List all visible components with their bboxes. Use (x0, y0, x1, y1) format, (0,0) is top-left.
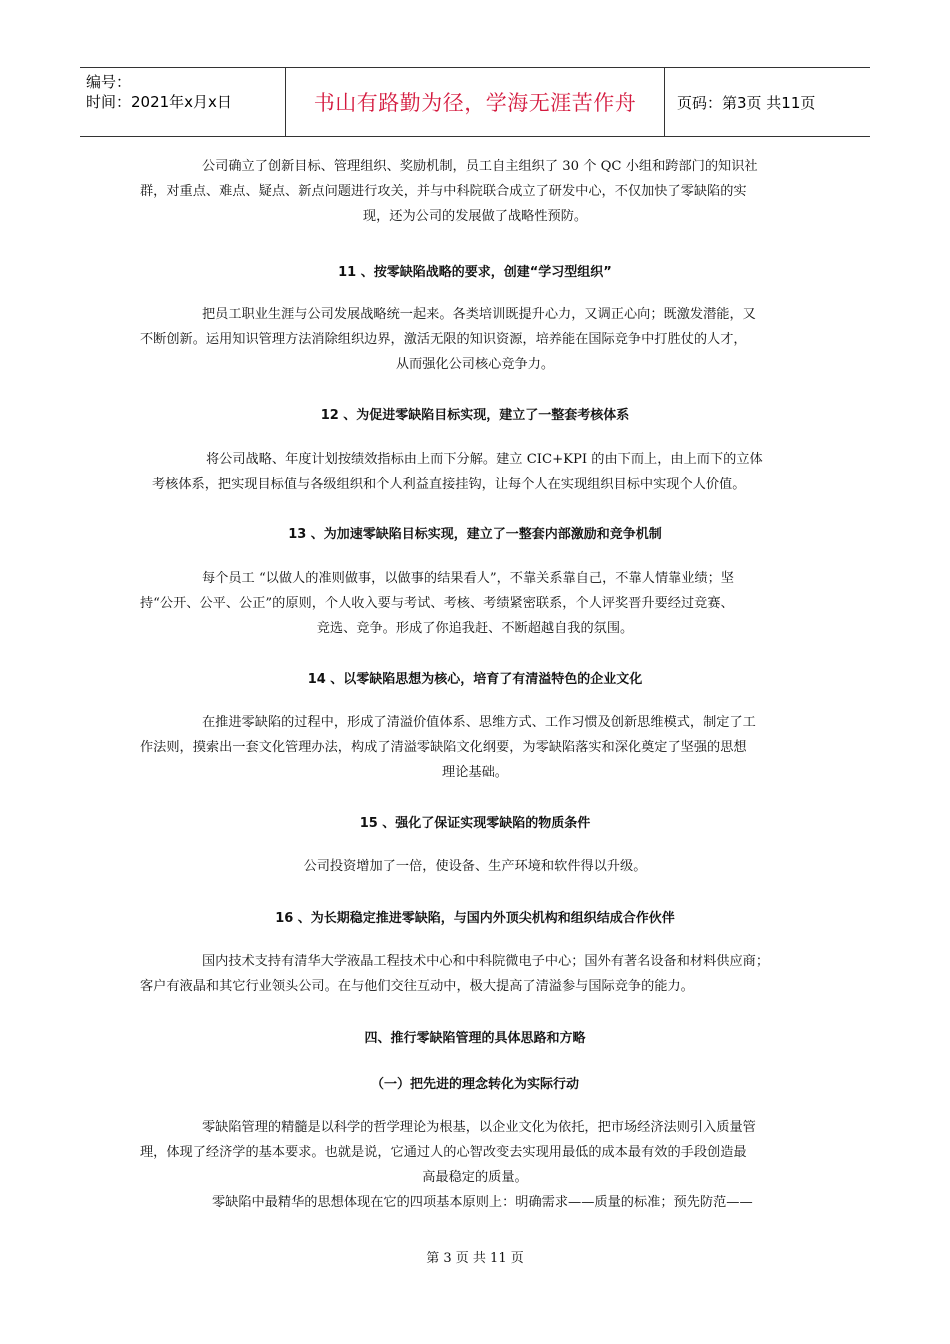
text-line: 群，对重点、难点、疑点、新点问题进行攻关，并与中科院联合成立了研发中心，不仅加快了零缺陷的实 (140, 184, 747, 199)
text-line: 考核体系，把实现目标值与各级组织和个人利益直接挂钩，让每个人在实现组织目标中实现个人价值。 (152, 477, 746, 492)
text-line: 现，还为公司的发展做了战略性预防。 (362, 209, 588, 224)
section-heading-12: 12 、为促进零缺陷目标实现，建立了一整套考核体系 (320, 408, 630, 423)
section-heading-16: 16 、为长期稳定推进零缺陷，与国内外顶尖机构和组织结成合作伙伴 (275, 911, 675, 926)
text-line: 理论基础。 (442, 765, 508, 780)
document-number-label: 编号： (86, 73, 132, 91)
page-footer: 第 3 页 共 11 页 (426, 1251, 524, 1266)
text-line: 每个员工 “以做人的准则做事，以做事的结果看人”，不靠关系靠自己，不靠人情靠业绩；坚 (202, 571, 734, 586)
section-heading-14: 14 、以零缺陷思想为核心，培育了有清溢特色的企业文化 (307, 672, 643, 687)
text-line: 把员工职业生涯与公司发展战略统一起来。各类培训既提升心力，又调正心向；既激发潜能，又 (202, 307, 756, 322)
text-line: 在推进零缺陷的过程中，形成了清溢价值体系、思维方式、工作习惯及创新思维模式，制定了工 (202, 715, 756, 730)
paragraph-11 (140, 302, 810, 377)
section-heading-15: 15 、强化了保证实现零缺陷的物质条件 (359, 816, 591, 831)
paragraph-13 (140, 566, 810, 641)
text-line: 持“公开、公平、公正”的原则，个人收入要与考试、考核、考绩紧密联系，个人评奖晋升要经过竞赛、 (140, 596, 734, 611)
text-line: 将公司战略、年度计划按绩效指标由上而下分解。建立 CIC+KPI 的由下而上，由上而下的立体 (206, 452, 763, 467)
header-page-info: 页码：第3页 共11页 (677, 93, 816, 112)
subsection-heading-4-1: （一）把先进的理念转化为实际行动 (370, 1077, 579, 1092)
text-line: 公司投资增加了一倍，使设备、生产环境和软件得以升级。 (303, 859, 647, 874)
text-line: 理，体现了经济学的基本要求。也就是说，它通过人的心智改变去实现用最低的成本最有效的手段创造最 (140, 1145, 747, 1160)
document-date: 时间：2021年x月x日 (86, 93, 232, 111)
section-heading-11: 11 、按零缺陷战略的要求，创建“学习型组织” (338, 265, 612, 280)
paragraph-4-1 (140, 1115, 810, 1215)
text-line: 公司确立了创新目标、管理组织、奖励机制，员工自主组织了 30 个 QC 小组和跨部门的知识社 (202, 159, 758, 174)
text-line: 作法则，摸索出一套文化管理办法，构成了清溢零缺陷文化纲要，为零缺陷落实和深化奠定了坚强的思想 (140, 740, 747, 755)
paragraph-16 (140, 949, 810, 999)
text-line: 客户有液晶和其它行业领头公司。在与他们交往互动中，极大提高了清溢参与国际竞争的能力。 (140, 979, 694, 994)
text-line: 国内技术支持有清华大学液晶工程技术中心和中科院微电子中心；国外有著名设备和材料供应商； (202, 954, 770, 969)
section-heading-13: 13 、为加速零缺陷目标实现，建立了一整套内部激励和竞争机制 (288, 527, 662, 542)
text-line: 不断创新。运用知识管理方法消除组织边界，激活无限的知识资源，培养能在国际竞争中打胜仗的人才， (140, 332, 747, 347)
header-meta (80, 68, 286, 136)
header-motto: 书山有路勤为径，学海无涯苦作舟 (286, 68, 665, 136)
chapter-heading-4: 四、推行零缺陷管理的具体思路和方略 (364, 1031, 586, 1046)
text-line: 从而强化公司核心竞争力。 (395, 357, 555, 372)
header-table (80, 67, 870, 137)
paragraph-intro (140, 154, 810, 229)
paragraph-14 (140, 710, 810, 785)
paragraph-12 (140, 447, 810, 497)
text-line: 竞选、竞争。形成了你追我赶、不断超越自我的氛围。 (316, 621, 634, 636)
text-line: 高最稳定的质量。 (422, 1170, 528, 1185)
text-line: 零缺陷管理的精髓是以科学的哲学理论为根基，以企业文化为依托，把市场经济法则引入质量管 (202, 1120, 756, 1135)
text-line: 零缺陷中最精华的思想体现在它的四项基本原则上：明确需求——质量的标准；预先防范—— (212, 1195, 753, 1210)
paragraph-15 (140, 854, 810, 879)
